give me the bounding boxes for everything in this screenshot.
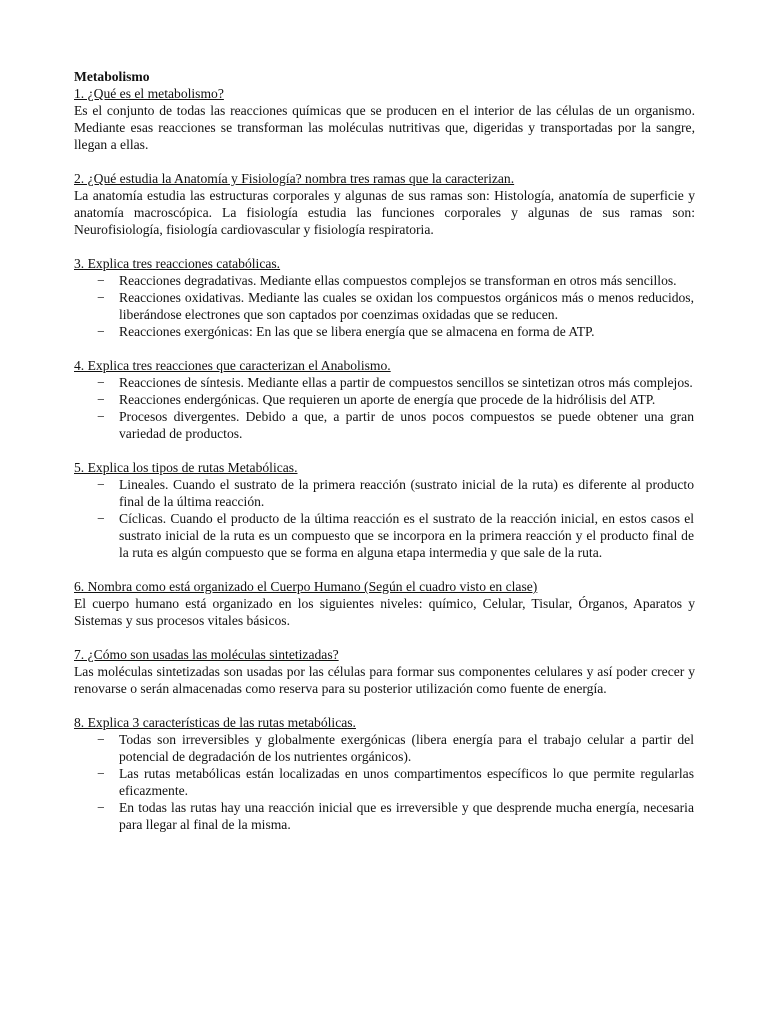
list-item: − Reacciones exergónicas: En las que se libera energía que se almacena en forma de ATP. (97, 324, 595, 339)
bullet-list (74, 272, 695, 340)
dash-bullet: − (97, 409, 105, 424)
section-3 (74, 255, 695, 340)
question-heading: 1. ¿Qué es el metabolismo? (74, 86, 224, 101)
dash-bullet: − (97, 273, 105, 288)
bullet-list (74, 476, 695, 561)
dash-bullet: − (97, 324, 105, 339)
section-4 (74, 357, 695, 442)
section-2 (74, 170, 695, 238)
list-item: − Reacciones degradativas. Mediante ellas compuestos complejos se transforman en otros más sencillos. (97, 273, 677, 288)
question-heading: 7. ¿Cómo son usadas las moléculas sintetizadas? (74, 647, 339, 662)
list-item: − Las rutas metabólicas están localizadas en unos compartimentos específicos lo que permite regularlas eficazmente. (97, 766, 694, 798)
question-heading: 8. Explica 3 características de las rutas metabólicas. (74, 715, 356, 730)
answer-paragraph: El cuerpo humano está organizado en los siguientes niveles: químico, Celular, Tisular, Órganos, Aparatos y Sistemas y sus procesos vitales básicos. (74, 596, 695, 628)
list-item: − Cíclicas. Cuando el producto de la última reacción es el sustrato de la reacción inicial, en estos casos el sustrato inicial de la ruta es un compuesto que se incorpora en la primera reacción y el producto final de la ruta es algún compuesto que se forma en alguna etapa intermedia y que sale de la ruta. (97, 511, 694, 560)
question-heading: 6. Nombra como está organizado el Cuerpo Humano (Según el cuadro visto en clase) (74, 579, 538, 594)
dash-bullet: − (97, 477, 105, 492)
section-1 (74, 85, 695, 153)
list-item: − Reacciones endergónicas. Que requieren un aporte de energía que procede de la hidrólisis del ATP. (97, 392, 656, 407)
dash-bullet: − (97, 375, 105, 390)
list-item: − Reacciones de síntesis. Mediante ellas a partir de compuestos sencillos se sintetizan otros más complejos. (97, 375, 693, 390)
list-item: − Lineales. Cuando el sustrato de la primera reacción (sustrato inicial de la ruta) es diferente al producto final de la última reacción. (97, 477, 694, 509)
question-heading: 4. Explica tres reacciones que caracterizan el Anabolismo. (74, 358, 391, 373)
answer-paragraph: Es el conjunto de todas las reacciones químicas que se producen en el interior de las células de un organismo. Mediante esas reacciones se transforman las moléculas nutritivas que, digeridas y transportadas por la sangre, llegan a ellas. (74, 103, 695, 152)
section-5 (74, 459, 695, 561)
dash-bullet: − (97, 392, 105, 407)
dash-bullet: − (97, 290, 105, 305)
section-8 (74, 714, 695, 833)
list-item: − En todas las rutas hay una reacción inicial que es irreversible y que desprende mucha energía, necesaria para llegar al final de la misma. (97, 800, 694, 832)
answer-paragraph: La anatomía estudia las estructuras corporales y algunas de sus ramas son: Histología, anatomía de superficie y anatomía macroscópica. La fisiología estudia las funciones corporales y algunas de sus ramas son: Neurofisiología, fisiología cardiovascular y fisiología respiratoria. (74, 188, 695, 237)
question-heading: 2. ¿Qué estudia la Anatomía y Fisiología? nombra tres ramas que la caracterizan. (74, 171, 515, 186)
bullet-list (74, 374, 695, 442)
section-6 (74, 578, 695, 629)
dash-bullet: − (97, 732, 105, 747)
document-title: Metabolismo (74, 69, 150, 84)
list-item: − Todas son irreversibles y globalmente exergónicas (libera energía para el trabajo celular a partir del potencial de degradación de los nutrientes orgánicos). (97, 732, 694, 764)
list-item: − Procesos divergentes. Debido a que, a partir de unos pocos compuestos se puede obtener una gran variedad de productos. (97, 409, 694, 441)
answer-paragraph: Las moléculas sintetizadas son usadas por las células para formar sus componentes celulares y así poder crecer y renovarse o serán almacenadas como reserva para su posterior utilización como fuente de energía. (74, 664, 695, 696)
dash-bullet: − (97, 511, 105, 526)
list-item: − Reacciones oxidativas. Mediante las cuales se oxidan los compuestos orgánicos más o menos reducidos, liberándose electrones que son captados por coenzimas oxidadas que se reducen. (97, 290, 694, 322)
bullet-list (74, 731, 695, 833)
question-heading: 3. Explica tres reacciones catabólicas. (74, 256, 281, 271)
section-7 (74, 646, 695, 697)
dash-bullet: − (97, 766, 105, 781)
question-heading: 5. Explica los tipos de rutas Metabólicas. (74, 460, 298, 475)
dash-bullet: − (97, 800, 105, 815)
